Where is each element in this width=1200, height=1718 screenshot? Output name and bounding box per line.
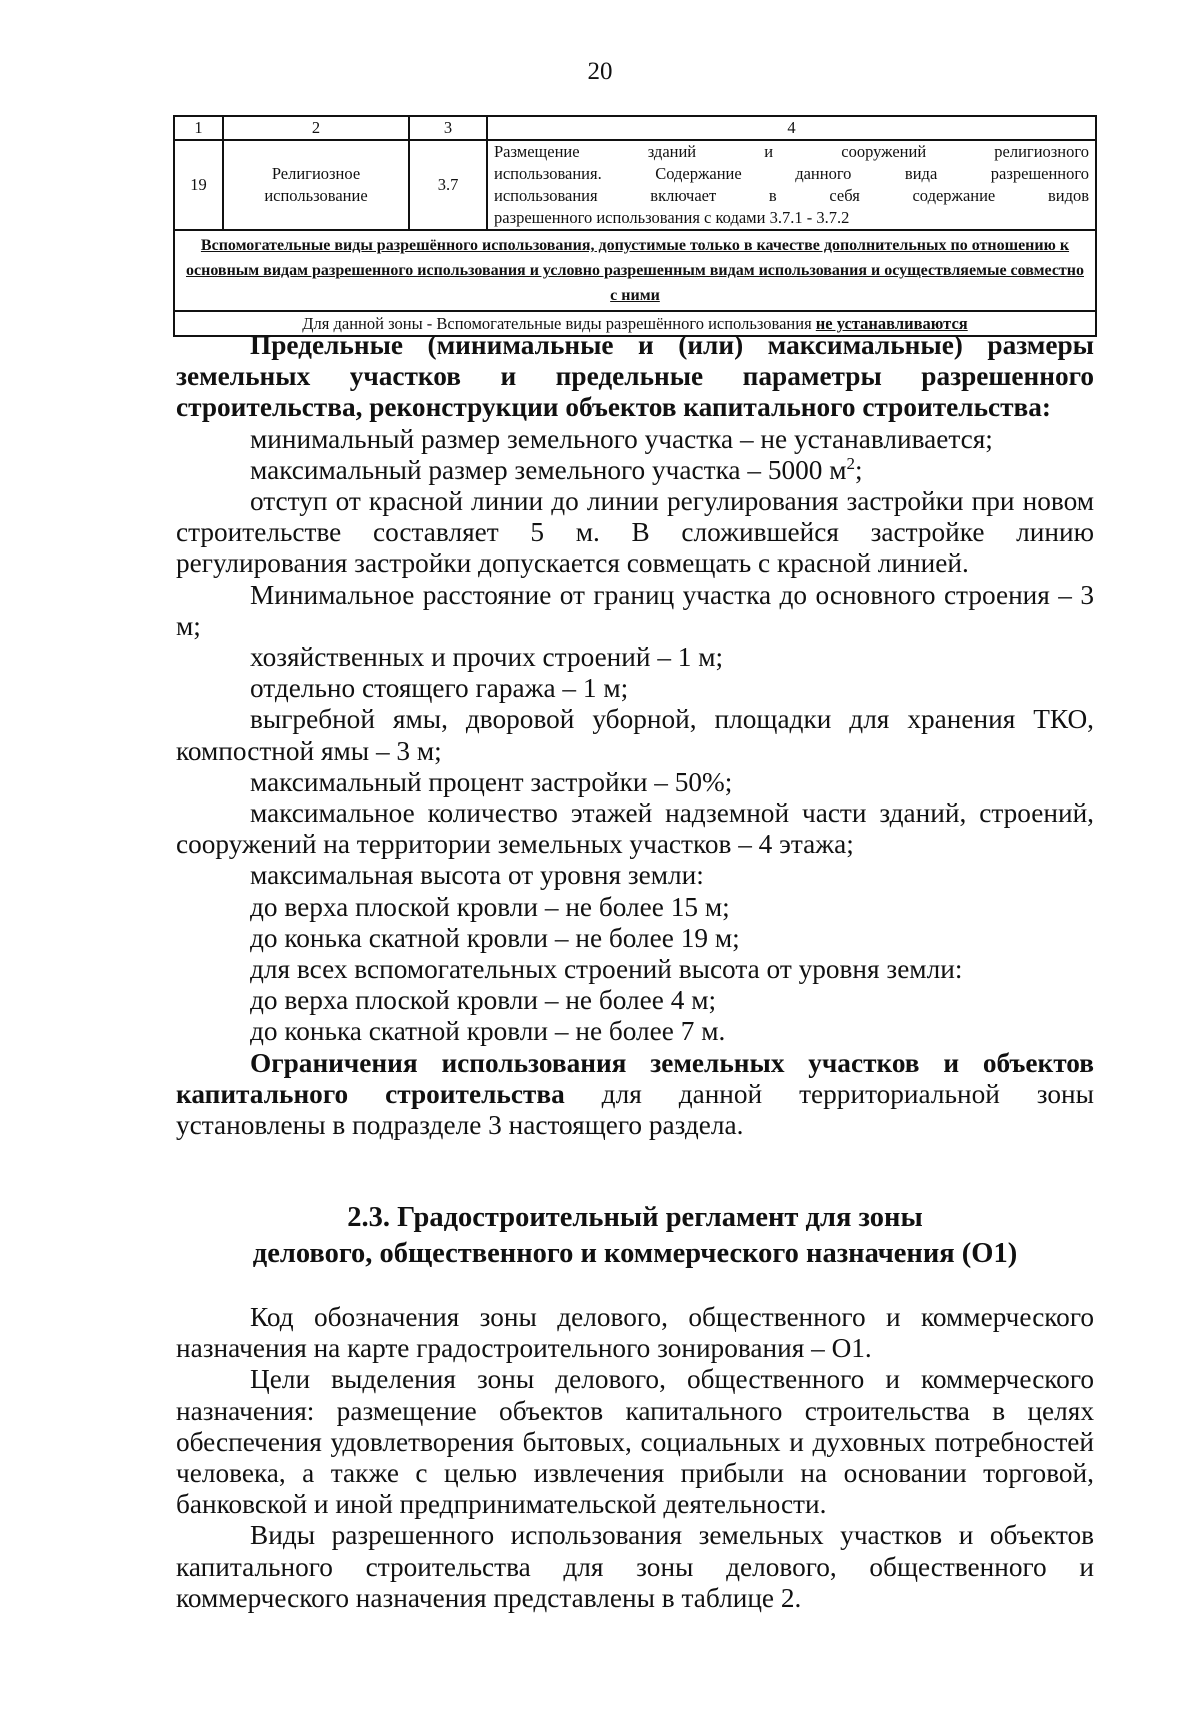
- aux-uses-heading: [174, 230, 1096, 311]
- section-body: [176, 1302, 1094, 1614]
- table-row: [174, 140, 1096, 230]
- outbuildings-distance-text: хозяйственных и прочих строений – 1 м;: [250, 642, 724, 673]
- row-number: 19: [174, 140, 223, 230]
- setback-text: отступ от красной линии до линии регулирования застройки при новом строительстве составляет 5 м. В сложившейся застройке линию регулирования застройки допускается совмещать с красной линией.: [176, 486, 1094, 579]
- zone-note-emphasis: не устанавливаются: [815, 314, 968, 333]
- description-line: использования включает в себя содержание видов: [494, 186, 1089, 205]
- section-title: [176, 1200, 1094, 1272]
- restrictions-bold: Ограничения использования земельных участков и объектов капитального строительства: [176, 1047, 1094, 1109]
- use-type-name: Религиозное использование: [223, 140, 409, 230]
- max-percent-text: максимальный процент застройки – 50%;: [250, 766, 733, 797]
- zone-note-text: Для данной зоны - Вспомогательные виды разрешённого использования: [302, 314, 816, 333]
- zone-code-paragraph: Код обозначения зоны делового, общественного и коммерческого назначения на карте градостроительного зонирования – О1.: [176, 1302, 1094, 1364]
- aux-pitched-roof-height-text: до конька скатной кровли – не более 7 м.: [250, 1016, 726, 1047]
- min-distance-text: Минимальное расстояние от границ участка до основного строения – 3 м;: [176, 579, 1094, 641]
- section-title-line: 2.3. Градостроительный регламент для зоны: [347, 1202, 923, 1233]
- max-size-value: максимальный размер земельного участка – 5000 м: [250, 454, 847, 485]
- aux-uses-heading-row: [174, 230, 1096, 311]
- restrictions-paragraph: [176, 1048, 1094, 1142]
- limits-heading: Предельные (минимальные и (или) максимальные) размеры земельных участков и предельные параметры разрешенного строительства, реконструкции объектов капитального строительства:: [176, 330, 1094, 423]
- zone-goals-paragraph: Цели выделения зоны делового, общественного и коммерческого назначения: размещение объектов капитального строительства в целях обеспечения удовлетворения бытовых, социальных и духовных потребностей человека, а также с целью извлечения прибыли на основании торговой, банковской и иной предпринимательской деятельности.: [176, 1364, 1094, 1520]
- table-header-cell: 4: [487, 116, 1096, 140]
- restrictions-rest: для данной территориальной зоны установлены в подразделе 3 настоящего раздела.: [176, 1078, 1094, 1141]
- table-header-row: [174, 116, 1096, 140]
- garage-distance-text: отдельно стоящего гаража – 1 м;: [250, 673, 629, 704]
- aux-flat-roof-height-text: до верха плоской кровли – не более 4 м;: [250, 985, 717, 1016]
- flat-roof-height-text: до верха плоской кровли – не более 15 м;: [250, 891, 730, 922]
- table-header-cell: 2: [223, 116, 409, 140]
- description-line: использования. Содержание данного вида разрешенного: [494, 164, 1089, 183]
- min-size-text: минимальный размер земельного участка – не устанавливается;: [250, 423, 993, 454]
- aux-uses-heading-text: Вспомогательные виды разрешённого использования, допустимые только в качестве дополнительных по отношению к основным видам разрешенного использования и условно разрешенным видам использования и осуществляемые совместно с ними: [186, 237, 1084, 304]
- max-size-superscript: 2: [846, 453, 856, 473]
- max-size-end: ;: [855, 454, 863, 485]
- permitted-use-table: [173, 115, 1097, 337]
- use-type-code: 3.7: [409, 140, 487, 230]
- max-size-text: [176, 455, 1094, 486]
- use-type-description: [487, 140, 1096, 230]
- pitched-roof-height-text: до конька скатной кровли – не более 19 м;: [250, 922, 740, 953]
- table-header-cell: 3: [409, 116, 487, 140]
- description-line: Размещение зданий и сооружений религиозного: [494, 142, 1089, 161]
- max-height-text: максимальная высота от уровня земли:: [250, 860, 704, 891]
- zone-types-paragraph: Виды разрешенного использования земельных участков и объектов капитального строительства для зоны делового, общественного и коммерческого назначения представлены в таблице 2.: [176, 1520, 1094, 1613]
- section-title-line: делового, общественного и коммерческого назначения (О1): [252, 1238, 1018, 1269]
- page-number: 20: [587, 58, 613, 85]
- description-line: разрешенного использования с кодами 3.7.1 - 3.7.2: [494, 208, 850, 227]
- aux-height-text: для всех вспомогательных строений высота от уровня земли:: [250, 954, 963, 985]
- table-header-cell: 1: [174, 116, 223, 140]
- max-floors-text: максимальное количество этажей надземной части зданий, строений, сооружений на территории земельных участков – 4 этажа;: [176, 798, 1094, 860]
- limits-block: [176, 330, 1094, 1141]
- cesspit-distance-text: выгребной ямы, дворовой уборной, площадки для хранения ТКО, компостной ямы – 3 м;: [176, 704, 1094, 766]
